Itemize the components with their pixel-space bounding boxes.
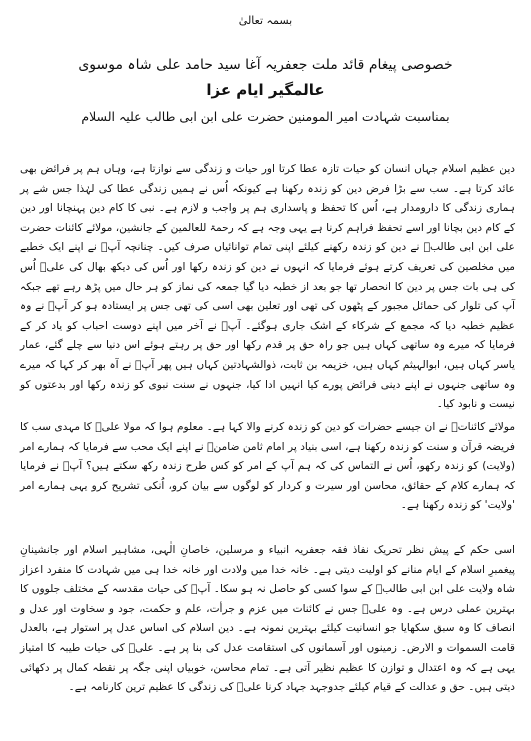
paragraph: مولائے کائناتؑ نے ان جیسے حضرات کو دین کو زندہ کرنے والا کہا ہے۔ معلوم ہوا کہ مولا علیؑ کا مہدی سب کا فریضہ قرآن و سنت کو زندہ رکھنا ہے، اسی بنیاد پر امام ثامن ضامنؑ نے اپنے ایک محب سے فرمایا کہ ہمارے امر (ولایت) کو زندہ رکھو، اُس نے التماس کی کہ ہم آپ کے امر کو کس طرح زندہ رکھ سکتے ہیں؟ آپؑ نے فرمایا کہ ہمارے کلام کے حقائق، محاسن اور سیرت و کردار کو لوگوں سے بیان کرو، اُنکی تشریح کرو یہی ہمارے امر 'ولایت' کو زندہ رکھنا ہے۔ — [20, 421, 515, 512]
document-subtitle: بمناسبت شہادت امیر المومنین حضرت علی ابن ابی طالب علیہ السلام — [81, 109, 450, 124]
document-headline: عالمگیر ایام عزا — [206, 81, 325, 99]
paragraph: دین عظیم اسلام جہاں انسان کو حیات تازہ عطا کرتا اور حیات و زندگی سے نوازتا ہے، وہاں ہم پر فرائض بھی عائد کرتا ہے۔ سب سے بڑا فرض دین کو زندہ رکھنا ہے کیونکہ اُس نے ہمیں زندگی عطا کی لہٰذا جس شے پر ہماری زندگی کا دارومدار ہے، اُس کا تحفظ و پاسداری ہم پر واجب و لازم ہے۔ نبی کا کام دین پہنچانا اور دین کے کام دین بچانا اور اسے تحفظ فراہم کرنا ہے یہی وجہ ہے کہ رحمۃ للعالمین کے جانشین، مولائے کائنات حضرت علی ابن ابی طالبؑ نے دین کو زندہ رکھنے کیلئے اپنی تمام توانائیاں صرف کیں۔ چنانچہ آپؑ نے اپنے ایک خطبے میں مخلصین کی تعریف کرتے ہوئے فرمایا کہ انہوں نے دین کو زندہ رکھا اور اُس کی دیکھ بھال کی علیؑ اُس کی ہی بات جس پر دین کا انحصار تھا جو بعد از خطبہ دیا گیا جمعہ کی نماز کو ہر حال میں پڑھ رہے تھے جبکہ آپ کی تلوار کی حمائل مجبور کے پٹھوں کی تھی اور تعلین بھی اسی کی تھی جس پر ایستادہ ہو کر آپؑ نے وہ عظیم خطبہ دیا کہ مجمع کے شرکاء کے اشک جاری ہوگئے۔ آپؑ نے آخر میں اپنے دوست احباب کو یاد کر کے فرمایا کہ میرے وہ ساتھی کہاں ہیں جو راہ حق پر قدم رکھا اور حق پر رہتے ہوئے اس دنیا سے چلے گئے، عمار یاسر کہاں ہیں، ابوالہیثم کہاں ہیں، خزیمہ بن ثابت، ذوالشہادتین کہاں ہیں پھر آپؑ نے آہ بھر کر کہا کہ میرے وہ ساتھی جنہوں نے اپنے دینی فرائض پورے کیا انہیں ادا کیا، جنہوں نے سنت نبوی کو زندہ رکھا اور بدعتوں کو نیست و نابود کیا۔ — [20, 163, 515, 411]
bismillah: بسمہ تعالیٰ — [238, 14, 293, 27]
paragraph: اسی حکم کے پیش نظر تحریک نفاذ فقہ جعفریہ انبیاء و مرسلین، خاصانِ الٰہی، مشاہیر اسلام اور جانشینانِ پیغمبرِ اسلام کے ایام منانے کو اولیت دیتی ہے۔ خانہ خدا میں ولادت اور خانہ خدا ہی میں شہادت کا منفرد اعزاز شاہ ولایت علی ابن ابی طالبؑ کے سوا کسی کو حاصل نہ ہو سکا۔ آپؑ کی حیات مقدسہ کے مختلف جلووں کا بہترین عملی درس ہے۔ وہ علیؑ جس نے کائنات میں عزم و جرأت، علم و حکمت، جود و سخاوت اور عدل و انصاف کا وہ سبق سکھایا جو انسانیت کیلئے بہترین نمونہ ہے۔ دین اسلام کی اساس عدل پر استوار ہے، بالعدل قامت السموات و الارض۔ زمینوں اور آسمانوں کی استقامت عدل کی بنا پر ہے۔ علیؑ کی حیات طیبہ کا امتیاز یہی ہے کہ وہ اعتدال و توازن کا عظیم نظیر آتی ہے۔ تمام محاسن، خوبیاں اپنی جگہ پر نقطہ کمال پر دکھائی دیتی ہیں۔ حق و عدالت کے قیام کیلئے جدوجہد جہاد کرنا علیؑ کی زندگی کا عظیم ترین کارنامہ ہے۔ — [20, 544, 515, 694]
document-title: خصوصی پیغام قائد ملت جعفریہ آغا سید حامد علی شاہ موسوی — [78, 57, 453, 73]
